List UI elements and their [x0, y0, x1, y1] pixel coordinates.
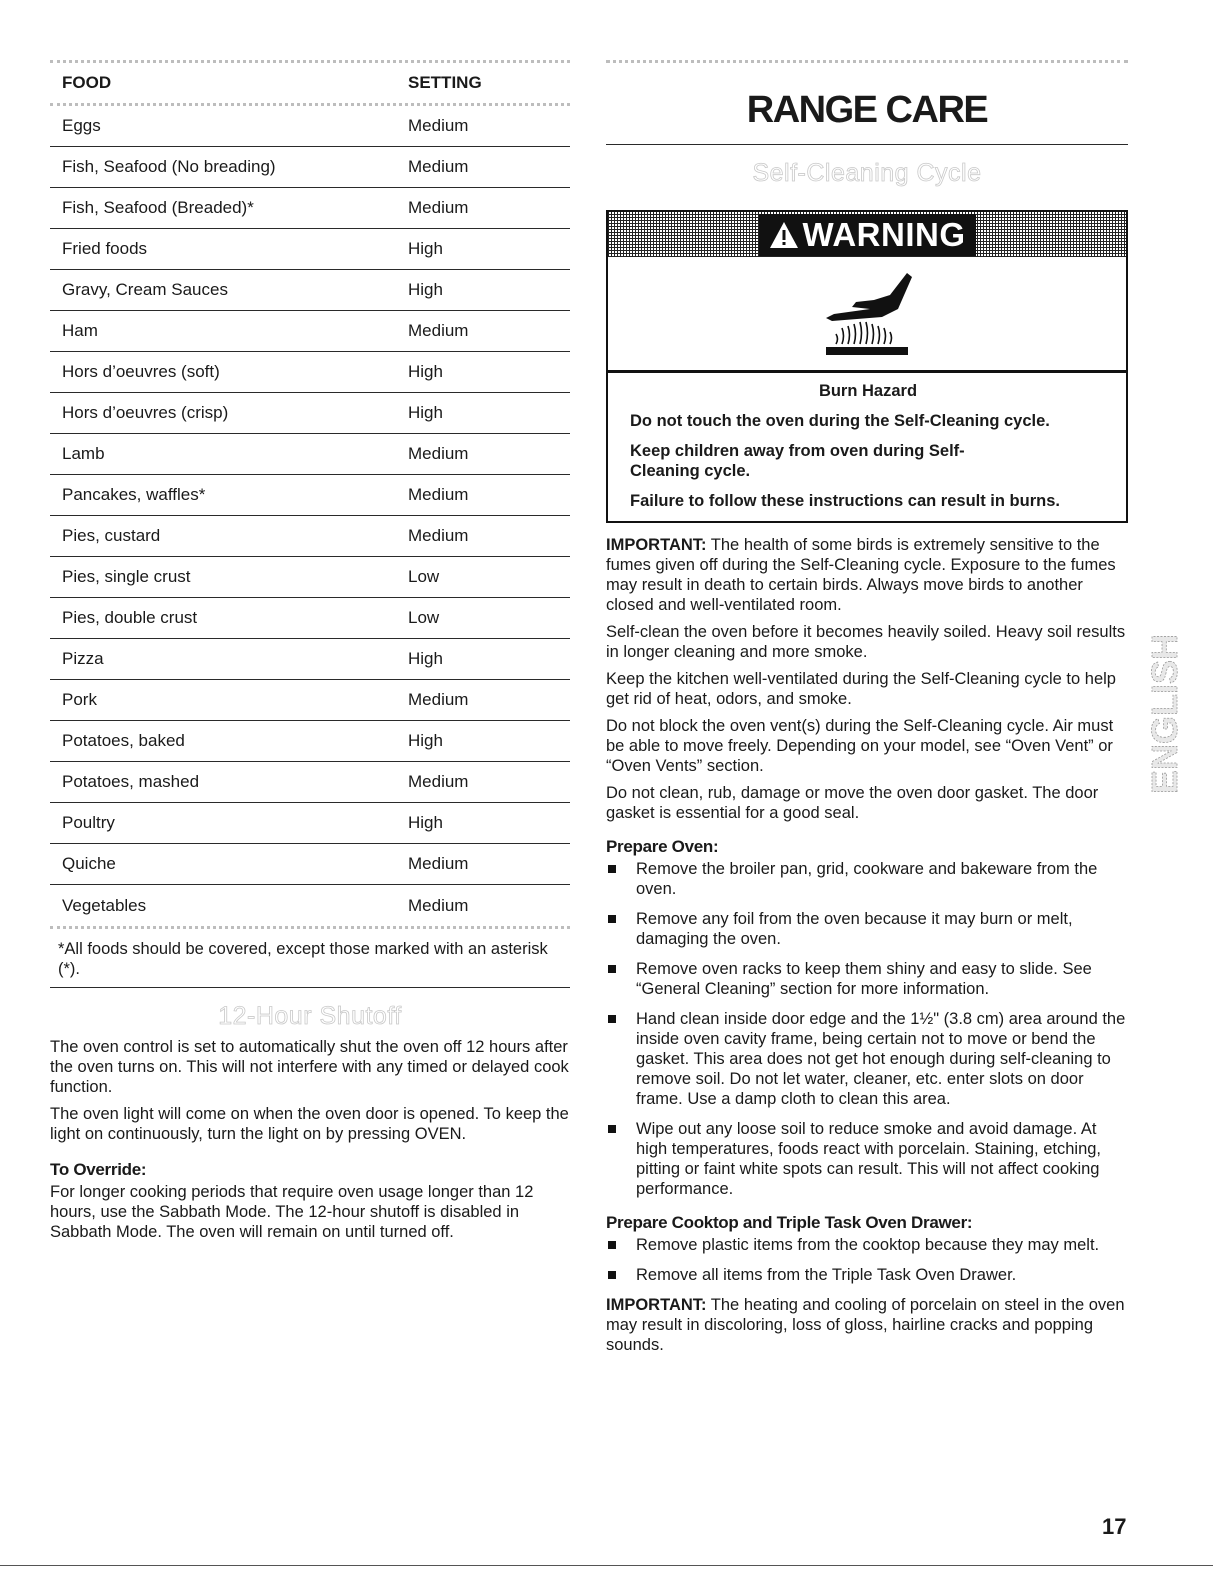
- list-item-text: Remove any foil from the oven because it may burn or melt, damaging the oven.: [636, 910, 1073, 948]
- warning-line-1: Do not touch the oven during the Self-Cleaning cycle.: [630, 412, 1050, 430]
- food-cell: Pies, custard: [62, 526, 161, 545]
- list-item: [606, 909, 1128, 949]
- left-column: [50, 60, 570, 1249]
- setting-cell: High: [408, 239, 443, 258]
- table-row: [50, 106, 570, 147]
- bullet-icon: [608, 865, 616, 873]
- shutoff-paragraph-2: The oven light will come on when the oven door is opened. To keep the light on continuously, turn the light on by pressing OVEN.: [50, 1105, 569, 1143]
- food-cell: Poultry: [62, 813, 115, 832]
- setting-cell: Medium: [408, 157, 469, 176]
- important-note-2: [606, 1295, 1128, 1355]
- setting-cell: Medium: [408, 690, 469, 709]
- table-row: [50, 311, 570, 352]
- food-cell: Pizza: [62, 649, 104, 668]
- hazard-title: Burn Hazard: [818, 382, 918, 400]
- setting-cell: Medium: [408, 526, 469, 545]
- table-row: [50, 803, 570, 844]
- food-table-header: [50, 63, 570, 103]
- page-number: 17: [1102, 1514, 1127, 1539]
- setting-cell: High: [408, 813, 443, 832]
- table-footnote: *All foods should be covered, except those marked with an asterisk (*).: [50, 929, 570, 988]
- care-paragraph-3: Do not block the oven vent(s) during the Self-Cleaning cycle. Air must be able to move freely. Depending on your model, see “Oven Vent” or “Oven Vents” section.: [606, 717, 1114, 775]
- food-cell: Eggs: [62, 116, 101, 135]
- table-row: [50, 762, 570, 803]
- food-cell: Pies, single crust: [62, 567, 191, 586]
- shutoff-paragraph-1: The oven control is set to automatically shut the oven off 12 hours after the oven turns on. This will not interfere with any timed or delayed cook function.: [50, 1038, 569, 1096]
- bullet-icon: [608, 1015, 616, 1023]
- food-cell: Fried foods: [62, 239, 148, 258]
- prepare-oven-list: [606, 859, 1128, 1199]
- table-row: [50, 680, 570, 721]
- table-row: [50, 557, 570, 598]
- setting-cell: High: [408, 403, 443, 422]
- warning-line-3: Failure to follow these instructions can result in burns.: [630, 492, 1060, 510]
- setting-cell: Medium: [408, 321, 469, 340]
- warning-line-2: Keep children away from oven during Self-Cleaning cycle.: [630, 442, 965, 480]
- table-row: [50, 598, 570, 639]
- prepare-cooktop-heading: Prepare Cooktop and Triple Task Oven Drawer:: [606, 1213, 973, 1232]
- table-row: [50, 475, 570, 516]
- important-text-1: The health of some birds is extremely sensitive to the fumes given off during the Self-Cleaning cycle. Exposure to the fumes may result in death to certain birds. Always move birds to another closed and well-ventilated room.: [606, 536, 1116, 614]
- warning-text: [608, 373, 1126, 521]
- important-text-2: The heating and cooling of porcelain on steel in the oven may result in discoloring, loss of gloss, hairline cracks and popping sounds.: [606, 1296, 1125, 1354]
- list-item: [606, 959, 1128, 999]
- list-item-text: Remove all items from the Triple Task Oven Drawer.: [636, 1266, 1017, 1284]
- section-heading: Self-Cleaning Cycle: [752, 159, 982, 187]
- hand-area: [608, 257, 1126, 373]
- table-row: [50, 844, 570, 885]
- setting-cell: Low: [408, 608, 440, 627]
- shutoff-heading: 12-Hour Shutoff: [218, 1002, 402, 1030]
- care-paragraph-2: Keep the kitchen well-ventilated during the Self-Cleaning cycle to help get rid of heat, odors, and smoke.: [606, 670, 1116, 708]
- food-cell: Hors d’oeuvres (soft): [62, 362, 220, 381]
- food-cell: Gravy, Cream Sauces: [62, 280, 228, 299]
- warning-text-label: WARNING: [802, 215, 966, 253]
- bullet-icon: [608, 965, 616, 973]
- list-item-text: Remove the broiler pan, grid, cookware and bakeware from the oven.: [636, 860, 1098, 898]
- table-row: [50, 885, 570, 926]
- food-cell: Pancakes, waffles*: [62, 485, 206, 504]
- setting-cell: High: [408, 731, 443, 750]
- table-row: [50, 229, 570, 270]
- table-row: [50, 270, 570, 311]
- list-item: [606, 1009, 1128, 1109]
- right-column: [606, 60, 1128, 1362]
- warning-box: [606, 210, 1128, 523]
- food-cell: Vegetables: [62, 895, 147, 915]
- table-row: [50, 352, 570, 393]
- list-item-text: Remove plastic items from the cooktop because they may melt.: [636, 1236, 1100, 1254]
- food-cell: Potatoes, mashed: [62, 772, 200, 791]
- setting-cell: Medium: [408, 485, 469, 504]
- setting-cell: Low: [408, 567, 440, 586]
- list-item: [606, 1235, 1128, 1255]
- burn-hand-icon: [812, 269, 922, 359]
- food-cell: Lamb: [62, 444, 105, 463]
- food-cell: Pies, double crust: [62, 608, 198, 627]
- list-item: [606, 859, 1128, 899]
- food-cell: Fish, Seafood (Breaded)*: [62, 198, 254, 217]
- prepare-oven-heading: Prepare Oven:: [606, 837, 719, 856]
- table-row: [50, 147, 570, 188]
- food-cell: Ham: [62, 321, 98, 340]
- bullet-icon: [608, 915, 616, 923]
- care-paragraph-1: Self-clean the oven before it becomes heavily soiled. Heavy soil results in longer cleaning and more smoke.: [606, 623, 1126, 661]
- setting-cell: High: [408, 362, 443, 381]
- table-row: [50, 434, 570, 475]
- table-row: [50, 188, 570, 229]
- warning-triangle-icon: [769, 221, 799, 249]
- food-column-header: FOOD: [62, 73, 112, 92]
- list-item-text: Wipe out any loose soil to reduce smoke and avoid damage. At high temperatures, foods react with porcelain. Staining, etching, pitting or faint white spots can result. This will not affect cooking performance.: [636, 1120, 1102, 1198]
- warning-band: [608, 212, 1126, 257]
- food-cell: Hors d’oeuvres (crisp): [62, 403, 229, 422]
- setting-column-header: SETTING: [408, 73, 482, 92]
- food-cell: Quiche: [62, 854, 116, 873]
- list-item: [606, 1119, 1128, 1199]
- warning-label: [759, 214, 976, 256]
- override-text: For longer cooking periods that require oven usage longer than 12 hours, use the Sabbath Mode. The 12-hour shutoff is disabled in Sabbath Mode. The oven will remain on until turned off.: [50, 1183, 534, 1241]
- food-cell: Potatoes, baked: [62, 731, 185, 750]
- food-cell: Fish, Seafood (No breading): [62, 157, 276, 176]
- bottom-rule: [0, 1565, 1213, 1566]
- important-note-1: [606, 535, 1128, 615]
- setting-cell: Medium: [408, 854, 469, 873]
- care-paragraph-4: Do not clean, rub, damage or move the oven door gasket. The door gasket is essential for a good seal.: [606, 784, 1099, 822]
- food-table-body: [50, 106, 570, 926]
- side-tab-text: ENGLISH: [1144, 633, 1185, 794]
- bullet-icon: [608, 1271, 616, 1279]
- side-language-tab: [1144, 566, 1188, 798]
- setting-cell: High: [408, 280, 443, 299]
- food-cell: Pork: [62, 690, 97, 709]
- override-heading: To Override:: [50, 1160, 147, 1179]
- setting-cell: Medium: [408, 895, 469, 915]
- setting-cell: Medium: [408, 116, 469, 135]
- bullet-icon: [608, 1125, 616, 1133]
- list-item-text: Hand clean inside door edge and the 1½" (3.8 cm) area around the inside oven cavity frame, being certain not to move or bend the gasket. This area does not get hot enough during self-cleaning to remove soil. Do not let water, cleaner, etc. enter slots on door frame. Use a damp cloth to clean this area.: [636, 1010, 1126, 1108]
- setting-cell: High: [408, 649, 443, 668]
- table-row: [50, 393, 570, 434]
- important-label-1: IMPORTANT:: [606, 536, 707, 554]
- bullet-icon: [608, 1241, 616, 1249]
- list-item: [606, 1265, 1128, 1285]
- table-row: [50, 516, 570, 557]
- list-item-text: Remove oven racks to keep them shiny and easy to slide. See “General Cleaning” section for more information.: [636, 960, 1092, 998]
- prepare-cooktop-list: [606, 1235, 1128, 1285]
- setting-cell: Medium: [408, 772, 469, 791]
- table-row: [50, 721, 570, 762]
- important-label-2: IMPORTANT:: [606, 1296, 707, 1314]
- setting-cell: Medium: [408, 198, 469, 217]
- setting-cell: Medium: [408, 444, 469, 463]
- table-row: [50, 639, 570, 680]
- page-title: RANGE CARE: [606, 63, 1128, 145]
